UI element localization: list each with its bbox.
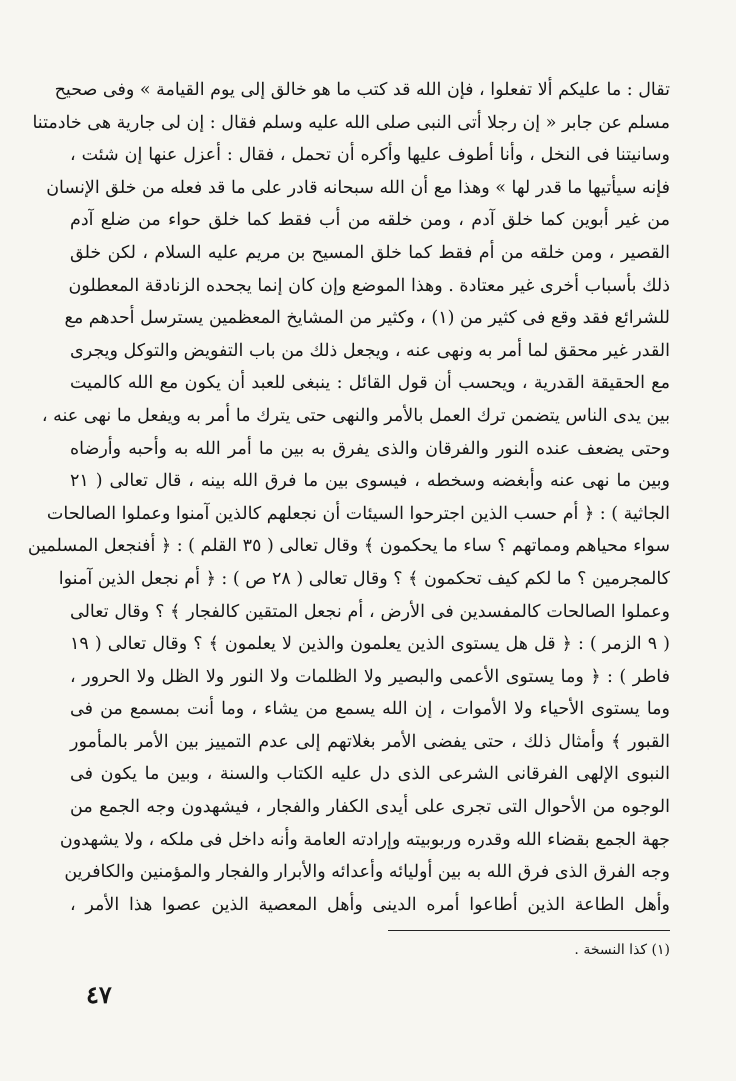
text-line: ﺍﻟﺠﺎﺛﻴﺔ ) : ﴿ ﺃﻡ ﺣﺴﺐ ﺍﻟﺬﻳﻦ ﺍﺟﺘﺮﺣﻮﺍ ﺍﻟﺴﻴﺌﺎﺕ ﺃﻥ ﻧﺠﻌﻠﻬﻢ ﻛﺎﻟﺬﻳﻦ ﺁﻣﻨﻮﺍ ﻭﻋﻤﻠﻮﺍ ﺍﻟﺼﺎﻟﺤﺎﺕ	[46, 503, 670, 524]
text-line: ﻭﺣﺘﻰ ﻳﻀﻌﻒ ﻋﻨﺪﻩ ﺍﻟﻨﻮﺭ ﻭﺍﻟﻔﺮﻗﺎﻥ ﻭﺍﻟﺬﻯ ﻳﻔﺮﻕ ﺑﻪ ﺑﻴﻦ ﻣﺎ ﺃﻣﺮ ﺍﻟﻠﻪ ﺑﻪ ﻭﺃﺣﺒﻪ ﻭﺃﺭﺿﺎﻩ	[70, 438, 670, 459]
text-line: ﺫﻟﻚ ﺑﺄﺳﺒﺎﺏ ﺃﺧﺮﻯ ﻏﻴﺮ ﻣﻌﺘﺎﺩﺓ . ﻭﻫﺬﺍ ﺍﻟﻤﻮﺿﻊ ﻭﺇﻥ ﻛﺎﻥ ﺇﻧﻤﺎ ﻳﺠﺤﺪﻩ ﺍﻟﺰﻧﺎﺩﻗﺔ ﺍﻟﻤﻌﻄﻠﻮﻥ	[68, 275, 670, 296]
text-line: ﻓﺈﻧﻪ ﺳﻴﺄﺗﻴﻬﺎ ﻣﺎ ﻗﺪﺭ ﻟﻬﺎ » ﻭﻫﺬﺍ ﻣﻊ ﺃﻥ ﺍﻟﻠﻪ ﺳﺒﺤﺎﻧﻪ ﻗﺎﺩﺭ ﻋﻠﻰ ﻣﺎ ﻗﺪ ﻓﻌﻠﻪ ﻣﻦ ﺧﻠﻖ ﺍﻹﻧﺴﺎﻥ	[46, 177, 670, 198]
text-line: ﻟﻠﺸﺮﺍﺋﻊ ﻓﻘﺪ ﻭﻗﻊ ﻓﻰ ﻛﺜﻴﺮ ﻣﻦ (١) ، ﻭﻛﺜﻴﺮ ﻣﻦ ﺍﻟﻤﺸﺎﻳﺦ ﺍﻟﻤﻌﻈﻤﻴﻦ ﻳﺴﺘﺮﺳﻞ ﺃﺣﺪﻫﻢ ﻣﻊ	[64, 308, 670, 329]
text-line: ﻭﻣﺎ ﻳﺴﺘﻮﻯ ﺍﻷﺣﻴﺎﺀ ﻭﻻ ﺍﻷﻣﻮﺍﺕ ، ﺇﻥ ﺍﻟﻠﻪ ﻳﺴﻤﻊ ﻣﻦ ﻳﺸﺎﺀ ، ﻭﻣﺎ ﺃﻧﺖ ﺑﻤﺴﻤﻊ ﻣﻦ ﻓﻰ	[70, 699, 670, 720]
footnote: (١) كذا النسخة .	[574, 942, 670, 958]
text-line: ﺍﻟﻨﺒﻮﻯ ﺍﻹﻟﻬﻰ ﺍﻟﻔﺮﻗﺎﻧﻰ ﺍﻟﺸﺮﻋﻰ ﺍﻟﺬﻯ ﺩﻝ ﻋﻠﻴﻪ ﺍﻟﻜﺘﺎﺏ ﻭﺍﻟﺴﻨﺔ ، ﻭﺑﻴﻦ ﻣﺎ ﻳﻜﻮﻥ ﻓﻰ	[70, 764, 670, 785]
text-line: ﺗﻘﺎﻝ : ﻣﺎ ﻋﻠﻴﻜﻢ ﺃﻻ ﺗﻔﻌﻠﻮﺍ ، ﻓﺈﻥ ﺍﻟﻠﻪ ﻗﺪ ﻛﺘﺐ ﻣﺎ ﻫﻮ ﺧﺎﻟﻖ ﺇﻟﻰ ﻳﻮﻡ ﺍﻟﻘﻴﺎﻣﺔ » ﻭﻓﻰ ﺻﺤﻴﺢ	[54, 80, 670, 100]
text-line: ﻣﻊ ﺍﻟﺤﻘﻴﻘﺔ ﺍﻟﻘﺪﺭﻳﺔ ، ﻭﻳﺤﺴﺐ ﺃﻥ ﻗﻮﻝ ﺍﻟﻘﺎﺋﻞ : ﻳﻨﺒﻐﻰ ﻟﻠﻌﺒﺪ ﺃﻥ ﻳﻜﻮﻥ ﻣﻊ ﺍﻟﻠﻪ ﻛﺎﻟﻤﻴﺖ	[70, 373, 670, 394]
text-line: ﻭﺑﻴﻦ ﻣﺎ ﻧﻬﻰ ﻋﻨﻪ ﻭﺃﺑﻐﻀﻪ ﻭﺳﺨﻄﻪ ، ﻓﻴﺴﻮﻯ ﺑﻴﻦ ﻣﺎ ﻓﺮﻕ ﺍﻟﻠﻪ ﺑﻴﻨﻪ ، ﻗﺎﻝ ﺗﻌﺎﻟﻰ ( ٢١	[70, 471, 670, 492]
text-line: ﻣﺴﻠﻢ ﻋﻦ ﺟﺎﺑﺮ « ﺇﻥ ﺭﺟﻼ ﺃﺗﻰ ﺍﻟﻨﺒﻰ ﺻﻠﻰ ﺍﻟﻠﻪ ﻋﻠﻴﻪ ﻭﺳﻠﻢ ﻓﻘﺎﻝ : ﺇﻥ ﻟﻰ ﺟﺎﺭﻳﺔ ﻫﻰ ﺧﺎﺩﻣﺘﻨﺎ	[32, 112, 670, 133]
text-line: ﺍﻟﻘﺒﻮﺭ ﴾ ﻭﺃﻣﺜﺎﻝ ﺫﻟﻚ ، ﺣﺘﻰ ﻳﻔﻀﻰ ﺍﻷﻣﺮ ﺑﻐﻼﺗﻬﻢ ﺇﻟﻰ ﻋﺪﻡ ﺍﻟﺘﻤﻴﻴﺰ ﺑﻴﻦ ﺍﻷﻣﺮ ﺑﺎﻟﻤﺄﻣﻮﺭ	[70, 731, 670, 752]
body-text	[27, 74, 670, 921]
text-line: ﺳﻮﺍﺀ ﻣﺤﻴﺎﻫﻢ ﻭﻣﻤﺎﺗﻬﻢ ؟ ﺳﺎﺀ ﻣﺎ ﻳﺤﻜﻤﻮﻥ ﴾ ﻭﻗﺎﻝ ﺗﻌﺎﻟﻰ ( ٣٥ ﺍﻟﻘﻠﻢ ) : ﴿ ﺃﻓﻨﺠﻌﻞ ﺍﻟﻤﺴﻠﻤﻴﻦ	[27, 536, 670, 557]
text-line: ﻓﺎﻃﺮ ) : ﴿ ﻭﻣﺎ ﻳﺴﺘﻮﻯ ﺍﻷﻋﻤﻰ ﻭﺍﻟﺒﺼﻴﺮ ﻭﻻ ﺍﻟﻈﻠﻤﺎﺕ ﻭﻻ ﺍﻟﻨﻮﺭ ﻭﻻ ﺍﻟﻈﻞ ﻭﻻ ﺍﻟﺤﺮﻭﺭ ،	[70, 666, 670, 687]
text-line: ﻭﺟﻪ ﺍﻟﻔﺮﻕ ﺍﻟﺬﻯ ﻓﺮﻕ ﺍﻟﻠﻪ ﺑﻪ ﺑﻴﻦ ﺃﻭﻟﻴﺎﺋﻪ ﻭﺃﻋﺪﺍﺋﻪ ﻭﺍﻷﺑﺮﺍﺭ ﻭﺍﻟﻔﺠﺎﺭ ﻭﺍﻟﻤﺆﻣﻨﻴﻦ ﻭﺍﻟﻜﺎﻓﺮﻳﻦ	[64, 862, 670, 883]
page-number: ٤٧	[86, 980, 112, 1009]
text-line: ﺍﻟﻘﺼﻴﺮ ، ﻭﻣﻦ ﺧﻠﻘﻪ ﻣﻦ ﺃﻡ ﻓﻘﻂ ﻛﻤﺎ ﺧﻠﻖ ﺍﻟﻤﺴﻴﺢ ﺑﻦ ﻣﺮﻳﻢ ﻋﻠﻴﻪ ﺍﻟﺴﻼﻡ ، ﻟﻜﻦ ﺧﻠﻖ	[70, 242, 670, 263]
footnote-divider	[388, 930, 670, 931]
text-line: ﺑﻴﻦ ﻳﺪﻯ ﺍﻟﻨﺎﺱ ﻳﺘﻀﻤﻦ ﺗﺮﻙ ﺍﻟﻌﻤﻞ ﺑﺎﻷﻣﺮ ﻭﺍﻟﻨﻬﻰ ﺣﺘﻰ ﻳﺘﺮﻙ ﻣﺎ ﺃﻣﺮ ﺑﻪ ﻭﻳﻔﻌﻞ ﻣﺎ ﻧﻬﻰ ﻋﻨﻪ ،	[41, 405, 670, 426]
text-line: ﻣﻦ ﻏﻴﺮ ﺃﺑﻮﻳﻦ ﻛﻤﺎ ﺧﻠﻖ ﺁﺩﻡ ، ﻭﻣﻦ ﺧﻠﻘﻪ ﻣﻦ ﺃﺏ ﻓﻘﻂ ﻛﻤﺎ ﺧﻠﻖ ﺣﻮﺍﺀ ﻣﻦ ﺿﻠﻊ ﺁﺩﻡ	[70, 210, 670, 231]
text-line: ﺍﻟﻘﺪﺭ ﻏﻴﺮ ﻣﺤﻘﻖ ﻟﻤﺎ ﺃﻣﺮ ﺑﻪ ﻭﻧﻬﻰ ﻋﻨﻪ ، ﻭﻳﺠﻌﻞ ﺫﻟﻚ ﻣﻦ ﺑﺎﺏ ﺍﻟﺘﻔﻮﻳﺾ ﻭﺍﻟﺘﻮﻛﻞ ﻭﻳﺠﺮﻯ	[70, 340, 670, 361]
text-line: ( ٩ ﺍﻟﺰﻣﺮ ) : ﴿ ﻗﻞ ﻫﻞ ﻳﺴﺘﻮﻯ ﺍﻟﺬﻳﻦ ﻳﻌﻠﻤﻮﻥ ﻭﺍﻟﺬﻳﻦ ﻻ ﻳﻌﻠﻤﻮﻥ ﴾ ؟ ﻭﻗﺎﻝ ﺗﻌﺎﻟﻰ ( ١٩	[70, 634, 670, 655]
text-line: ﻭﺃﻫﻞ ﺍﻟﻄﺎﻋﺔ ﺍﻟﺬﻳﻦ ﺃﻃﺎﻋﻮﺍ ﺃﻣﺮﻩ ﺍﻟﺪﻳﻨﻰ ﻭﺃﻫﻞ ﺍﻟﻤﻌﺼﻴﺔ ﺍﻟﺬﻳﻦ ﻋﺼﻮﺍ ﻫﺬﺍ ﺍﻷﻣﺮ ،	[70, 894, 670, 915]
text-line: ﺍﻟﻮﺟﻮﻩ ﻣﻦ ﺍﻷﺣﻮﺍﻝ ﺍﻟﺘﻰ ﺗﺠﺮﻯ ﻋﻠﻰ ﺃﻳﺪﻯ ﺍﻟﻜﻔﺎﺭ ﻭﺍﻟﻔﺠﺎﺭ ، ﻓﻴﺸﻬﺪﻭﻥ ﻭﺟﻪ ﺍﻟﺠﻤﻊ ﻣﻦ	[70, 797, 670, 818]
text-line: ﻭﻋﻤﻠﻮﺍ ﺍﻟﺼﺎﻟﺤﺎﺕ ﻛﺎﻟﻤﻔﺴﺪﻳﻦ ﻓﻰ ﺍﻷﺭﺽ ، ﺃﻡ ﻧﺠﻌﻞ ﺍﻟﻤﺘﻘﻴﻦ ﻛﺎﻟﻔﺠﺎﺭ ﴾ ؟ ﻭﻗﺎﻝ ﺗﻌﺎﻟﻰ	[70, 601, 670, 622]
text-line: ﻛﺎﻟﻤﺠﺮﻣﻴﻦ ؟ ﻣﺎ ﻟﻜﻢ ﻛﻴﻒ ﺗﺤﻜﻤﻮﻥ ﴾ ؟ ﻭﻗﺎﻝ ﺗﻌﺎﻟﻰ ( ٢٨ ﺹ ) : ﴿ ﺃﻡ ﻧﺠﻌﻞ ﺍﻟﺬﻳﻦ ﺁﻣﻨﻮﺍ	[58, 568, 670, 589]
text-line: ﻭﺳﺎﻧﻴﺘﻨﺎ ﻓﻰ ﺍﻟﻨﺨﻞ ، ﻭﺃﻧﺎ ﺃﻃﻮﻑ ﻋﻠﻴﻬﺎ ﻭﺃﻛﺮﻩ ﺃﻥ ﺗﺤﻤﻞ ، ﻓﻘﺎﻝ : ﺃﻋﺰﻝ ﻋﻨﻬﺎ ﺇﻥ ﺷﺌﺖ ،	[70, 145, 670, 166]
text-line: ﺟﻬﺔ ﺍﻟﺠﻤﻊ ﺑﻘﻀﺎﺀ ﺍﻟﻠﻪ ﻭﻗﺪﺭﻩ ﻭﺭﺑﻮﺑﻴﺘﻪ ﻭﺇﺭﺍﺩﺗﻪ ﺍﻟﻌﺎﻣﺔ ﻭﺃﻧﻪ ﺩﺍﺧﻞ ﻓﻰ ﻣﻠﻜﻪ ، ﻭﻻ ﻳﺸﻬﺪﻭﻥ	[59, 829, 670, 850]
